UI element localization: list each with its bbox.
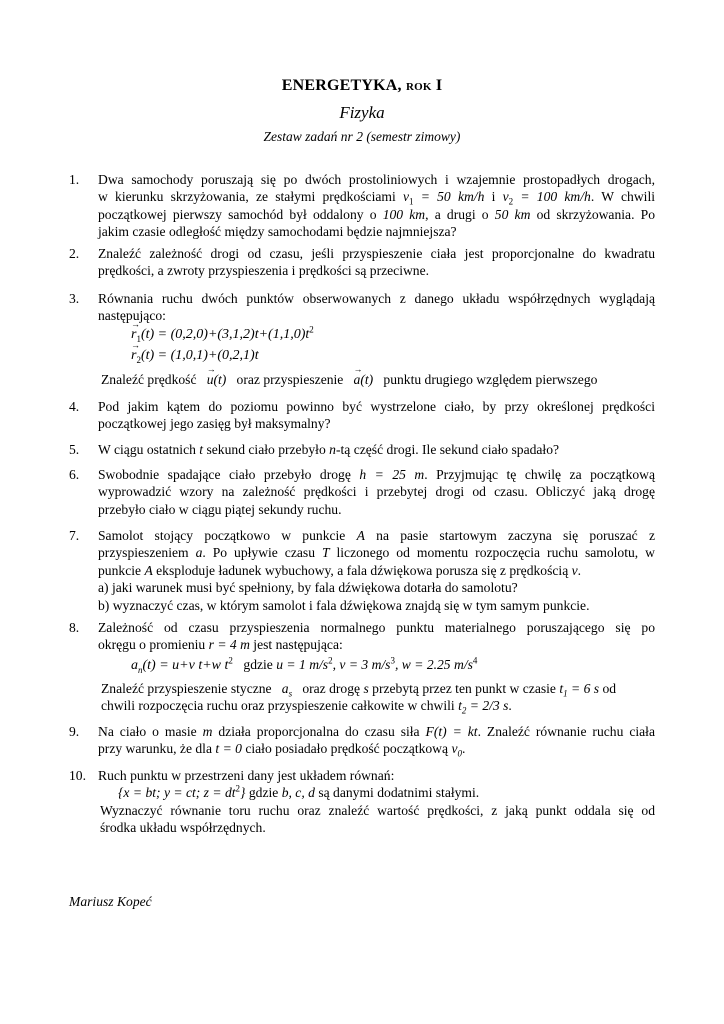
problem-number: 6. <box>69 467 80 482</box>
problem-number: 4. <box>69 399 80 414</box>
problem-text: Swobodnie spadające ciało przebyło drogę h = 25 m. Przyjmując tę chwilę za początkową wyprowadzić wzory na zależność prędkości i przebytej drogi od czasu. Obliczyć jaką drogę przebyło ciało w ciągu piątej sekundy ruchu. <box>98 467 656 517</box>
problem-text: Znaleźć zależność drogi od czasu, jeśli przyspieszenie ciała jest proporcjonalne do kwadratu prędkości, a zwroty przyspieszenia i prędkości są przeciwne. <box>98 246 655 279</box>
author-signature: Mariusz Kopeć <box>69 894 152 909</box>
problem-text: Na ciało o masie m działa proporcjonalna do czasu siła F(t) = kt. Znaleźć równanie ruchu ciała przy warunku, że dla t = 0 ciało posiadało prędkość początkową $v_0$. <box>98 724 655 760</box>
problem-set-heading: Zestaw zadań nr 2 (semestr zimowy) <box>263 129 461 144</box>
problem-number: 10. <box>69 768 86 783</box>
problem-number: 3. <box>69 291 80 306</box>
equation-r1: → $r_1(t) = (0,2,0)+(3,1,2)t+(1,1,0)t^2$ <box>131 326 314 343</box>
problem-text: Zależność od czasu przyspieszenia normalnego punktu materialnego poruszającego się po okręgu o promieniu r = 4 m jest następująca: <box>98 620 655 653</box>
problem-text: Pod jakim kątem do poziomu powinno być wystrzelone ciało, by przy określonej prędkości początkowej jego zasięg był maksymalny? <box>98 399 655 432</box>
problem-number: 9. <box>69 724 80 739</box>
problem-number: 1. <box>69 172 80 187</box>
document-title: ENERGETYKA, ROK I <box>281 77 443 94</box>
problem-text: Dwa samochody poruszają się po dwóch prostoliniowych i wzajemnie prostopadłych drogach, w kierunku skrzyżowania, ze stałymi prędkościami $v_1 = 50$ km/h i $v_2 = 100$ km/h. W chwili początkowej pierwszy samochód był oddalony o 100 km, a drugi o 50 km od skrzyżowania. Po jakim czasie odległość między samochodami będzie najmniejsza? <box>98 172 655 240</box>
problem-text: Samolot stojący początkowo w punkcie A na pasie startowym zaczyna się poruszać z przyspieszeniem a. Po upływie czasu T liczonego od momentu rozpoczęcia ruchu samolotu, w punkcie A eksploduje ładunek wybuchowy, a fala dźwiękowa porusza się z prędkością v. a) jaki warunek musi być spełniony, by fala dźwiękowa dotarła do samolotu? b) wyznaczyć czas, w którym samolot i fala dźwiękowa znajdą się w tym samym punkcie. <box>98 528 655 613</box>
problem-text: Ruch punktu w przestrzeni dany jest układem równań: {x = bt; y = ct; $z = dt^2$} gdzie b, c, d są danymi dodatnimi stałymi. Wyznaczyć równanie toru ruchu oraz znaleźć wartość prędkości, z jaką punkt oddala się od środka układu współrzędnych. <box>98 768 655 836</box>
problem-text: W ciągu ostatnich t sekund ciało przebyło n-tą część drogi. Ile sekund ciało spadało? <box>98 442 560 457</box>
problem-8-question: Znaleźć przyspieszenie styczne $a_s$ oraz drogę s przebytą przez ten punkt w czasie $t_1 = 6$ s od chwili rozpoczęcia ruchu oraz przyspieszenie całkowite w chwili $t_2 = 2/3$ s. <box>101 681 617 717</box>
subject-heading: Fizyka <box>339 103 385 122</box>
equation-r2: → $r_2(t) = (1,0,1)+(0,2,1)t$ <box>131 347 259 364</box>
problem-number: 7. <box>69 528 80 543</box>
problem-number: 5. <box>69 442 80 457</box>
problem-number: 8. <box>69 620 80 635</box>
problem-text: Równania ruchu dwóch punktów obserwowanych z danego układu współrzędnych wyglądają następująco: <box>98 291 655 324</box>
equation-an: $a_n(t) = u+v$ t+w $t^2$ gdzie u = 1 $m/s^2$, v = 3 $m/s^3$, w = 2.25 $m/s^4$ <box>131 655 478 675</box>
problem-3-question: Znaleźć prędkość → u(t) oraz przyspieszenie → a(t) punktu drugiego względem pierwszego <box>101 371 597 388</box>
problem-number: 2. <box>69 246 80 261</box>
